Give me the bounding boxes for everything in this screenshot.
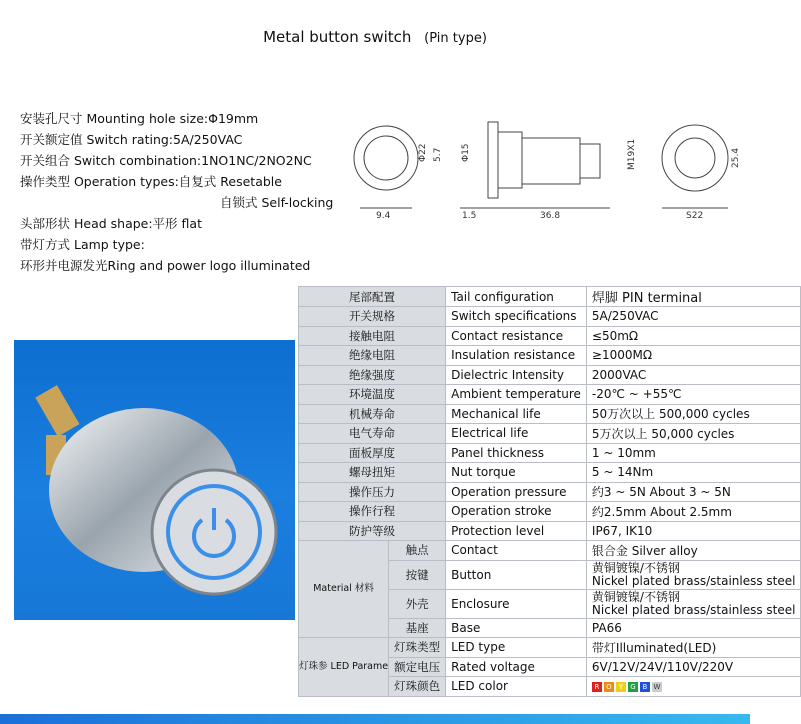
table-row [299,385,801,405]
table-row [299,424,801,444]
row-value [586,560,801,589]
row-label-en: Base [446,618,587,638]
dim-d2: Φ15 [461,143,471,162]
row-label-en: Button [446,560,587,589]
title-main: Metal button switch [263,28,412,46]
row-label-en: Tail configuration [446,287,587,307]
spec-line: 安装孔尺寸 Mounting hole size:Φ19mm [20,111,259,126]
dimension-drawings [350,108,740,223]
row-label-en: LED color [446,677,587,697]
switch-illustration [14,340,295,620]
led-swatch-orange: O [604,682,614,692]
row-label-en: Contact [446,541,587,561]
table-row [299,638,801,658]
table-row [299,365,801,385]
material-section-label: Material 材料 [299,541,389,638]
bottom-accent-bar [0,714,750,724]
row-value-en: Nickel plated brass/stainless steel [591,602,796,617]
row-label-en: Nut torque [446,463,587,483]
led-swatch-red: R [592,682,602,692]
row-value: ≥1000MΩ [586,346,801,366]
row-label-zh: 环境温度 [299,385,446,405]
dim-d1: Φ22 [418,143,428,162]
dim-d9: S22 [686,211,704,221]
row-label-zh: 灯珠颜色 [389,677,446,697]
row-value: ≤50mΩ [586,326,801,346]
row-value: 2000VAC [586,365,801,385]
spec-line: 环形并电源发光Ring and power logo illuminated [20,258,311,273]
row-value: 6V/12V/24V/110V/220V [586,657,801,677]
row-label-zh: 额定电压 [389,657,446,677]
row-label-en: Switch specifications [446,307,587,327]
dim-d3: 5.7 [433,147,443,162]
row-value [586,589,801,618]
table-row [299,287,801,307]
spec-list [20,108,333,276]
row-label-zh: 触点 [389,541,446,561]
table-row [299,521,801,541]
row-value: -20℃ ~ +55℃ [586,385,801,405]
table-row [299,346,801,366]
row-label-zh: 绝缘强度 [299,365,446,385]
row-label-en: LED type [446,638,587,658]
row-value: 5 ~ 14Nm [586,463,801,483]
row-label-en: Dielectric Intensity [446,365,587,385]
led-section-label: 灯珠参 LED Parame [299,638,389,697]
spec-line: 头部形状 Head shape:平形 flat [20,216,202,231]
row-label-zh: 防护等级 [299,521,446,541]
row-value: PA66 [586,618,801,638]
product-photo [14,340,295,620]
row-value: 焊脚 PIN terminal [586,287,801,307]
row-value: 5万次以上 50,000 cycles [586,424,801,444]
row-label-zh: 基座 [389,618,446,638]
row-label-en: Insulation resistance [446,346,587,366]
row-value: 银合金 Silver alloy [586,541,801,561]
row-label-zh: 接触电阻 [299,326,446,346]
row-label-zh: 机械寿命 [299,404,446,424]
spec-line: 操作类型 Operation types:自复式 Resetable [20,174,282,189]
table-row [299,502,801,522]
spec-table [298,286,801,697]
row-label-zh: 外壳 [389,589,446,618]
dim-d5: 1.5 [462,211,477,221]
row-label-en: Rated voltage [446,657,587,677]
row-label-zh: 灯珠类型 [389,638,446,658]
row-value: 约2.5mm About 2.5mm [586,502,801,522]
table-row [299,326,801,346]
row-label-en: Ambient temperature [446,385,587,405]
led-swatch-white: W [653,682,661,691]
row-label-en: Contact resistance [446,326,587,346]
row-value-en: Nickel plated brass/stainless steel [591,573,796,588]
led-swatch-green: G [628,682,638,692]
spec-line: 开关组合 Switch combination:1NO1NC/2NO2NC [20,153,312,168]
row-label-en: Protection level [446,521,587,541]
row-label-en: Mechanical life [446,404,587,424]
row-label-zh: 操作行程 [299,502,446,522]
dim-d8: 25.4 [731,147,741,168]
row-label-zh: 绝缘电阻 [299,346,446,366]
row-label-zh: 操作压力 [299,482,446,502]
title-sub: (Pin type) [424,31,487,46]
row-label-en: Electrical life [446,424,587,444]
spec-line: 自锁式 Self-locking [220,195,334,210]
row-value-zh: 黄铜镀镍/不锈钢 [591,560,680,575]
spec-line: 开关额定值 Switch rating:5A/250VAC [20,132,243,147]
table-row [299,482,801,502]
table-row [299,463,801,483]
led-swatch-yellow: Y [616,682,626,692]
table-row [299,404,801,424]
row-value: 带灯Illuminated(LED) [586,638,801,658]
dim-d7: M19X1 [627,138,637,170]
row-label-zh: 开关规格 [299,307,446,327]
row-label-zh: 电气寿命 [299,424,446,444]
row-label-zh: 按键 [389,560,446,589]
row-value-zh: 黄铜镀镍/不锈钢 [591,589,680,604]
row-value: 1 ~ 10mm [586,443,801,463]
table-row [299,443,801,463]
row-label-zh: 面板厚度 [299,443,446,463]
row-label-en: Enclosure [446,589,587,618]
table-row [299,541,801,561]
page-title [0,28,750,46]
row-label-en: Operation pressure [446,482,587,502]
led-swatch-blue: B [640,682,650,692]
led-color-swatches [586,677,801,697]
table-row [299,307,801,327]
row-value: 约3 ~ 5N About 3 ~ 5N [586,482,801,502]
row-label-zh: 尾部配置 [299,287,446,307]
row-label-en: Operation stroke [446,502,587,522]
dim-d6: 36.8 [540,211,561,221]
row-label-en: Panel thickness [446,443,587,463]
row-value: 5A/250VAC [586,307,801,327]
row-label-zh: 螺母扭矩 [299,463,446,483]
row-value: 50万次以上 500,000 cycles [586,404,801,424]
row-value: IP67, IK10 [586,521,801,541]
spec-line: 带灯方式 Lamp type: [20,237,145,252]
dim-d4: 9.4 [376,211,391,221]
